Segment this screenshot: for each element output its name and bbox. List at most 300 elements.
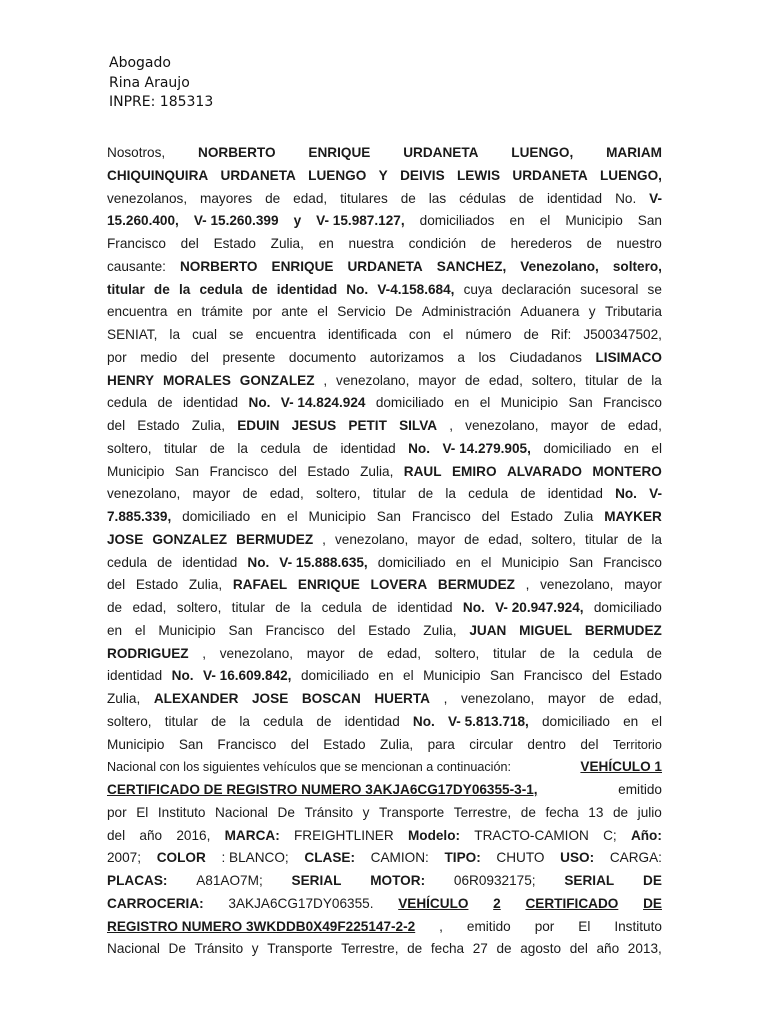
text-word: 3AKJA6CG17DY06355. [228, 895, 374, 911]
text-line [107, 461, 662, 484]
text-word: identidad [276, 281, 338, 297]
text-word: domiciliado [375, 395, 444, 411]
text-word: Estado [307, 463, 350, 479]
text-word: ALVARADO [506, 463, 582, 479]
text-word: DE [643, 873, 662, 888]
text-word: de [600, 418, 616, 433]
text-word: , [443, 691, 448, 706]
text-word: titular [492, 645, 527, 661]
text-word: mayor [547, 691, 586, 706]
text-word: en [318, 236, 334, 251]
text-word: del [290, 736, 309, 752]
text-word: edad, [293, 190, 328, 206]
text-word: la [445, 486, 456, 502]
text-word: edad, [488, 372, 523, 388]
text-word: LEWIS [457, 167, 501, 183]
text-word: El [578, 918, 591, 934]
text-line [107, 916, 662, 939]
text-word: Zulia, [360, 463, 394, 479]
text-word: mayor [624, 577, 662, 593]
text-word: San [637, 213, 662, 229]
text-word: de [265, 190, 281, 206]
text-line [107, 552, 662, 575]
text-word: venezolano, [219, 645, 294, 661]
text-word: Instituto [614, 918, 662, 934]
text-word: Estado [135, 577, 179, 593]
text-word: emitido [618, 782, 662, 797]
text-word: JOSE [252, 691, 289, 706]
text-word: RODRIGUEZ [107, 645, 189, 661]
text-word: 2016, [176, 827, 211, 843]
text-word: Tránsito [304, 804, 354, 820]
text-word: venezolano, [460, 691, 535, 706]
text-word: de [539, 645, 556, 661]
text-word: soltero, [315, 486, 361, 502]
text-word: del [107, 827, 126, 843]
text-word: mayor [417, 531, 456, 547]
text-word: CERTIFICADO [525, 895, 619, 911]
text-word: cedula [263, 713, 304, 729]
text-word: cual [192, 327, 218, 342]
text-word: a [457, 349, 465, 365]
text-word: V- 14.279.905, [442, 440, 531, 456]
text-word: venezolano, [465, 418, 539, 433]
text-word: número [465, 327, 512, 342]
text-word: dentro [527, 736, 566, 752]
text-word: Municipio [565, 213, 623, 229]
text-word: ante [281, 304, 308, 320]
text-word: CLASE: [304, 850, 355, 866]
text-word: San [376, 509, 401, 524]
text-word: CERTIFICADO DE REGISTRO NUMERO 3AKJA6CG17DY06355-3-1, [107, 782, 538, 797]
text-word: la [239, 713, 250, 729]
text-word: del [580, 736, 599, 752]
text-word: en [176, 304, 192, 320]
text-word: Territorio [612, 737, 662, 752]
text-word: en [107, 622, 123, 638]
text-word: de [371, 600, 388, 615]
text-word: San [178, 736, 203, 752]
text-word: en [623, 440, 639, 456]
text-word: mayor [192, 486, 231, 502]
text-line [107, 620, 662, 643]
text-word: de [157, 395, 173, 411]
text-word: Terrestre, [341, 941, 399, 957]
text-line [107, 233, 662, 256]
text-word: identidad [182, 554, 238, 570]
text-word: LUENGO, [600, 167, 662, 183]
text-word: encuentra [255, 327, 316, 342]
text-word: y [293, 213, 302, 229]
text-word: 2013, [627, 941, 662, 957]
text-word: San [228, 622, 253, 638]
text-word: Servicio [337, 304, 386, 320]
text-word: de [211, 713, 227, 729]
text-word: soltero, [434, 645, 480, 661]
text-word: del [190, 349, 209, 365]
text-word: de [627, 531, 643, 547]
text-word: de [520, 804, 536, 820]
text-word: MORALES [162, 372, 231, 388]
text-word: Nosotros, [107, 145, 166, 160]
text-word: en [261, 509, 277, 524]
text-word: cedula [321, 600, 362, 615]
letterhead [109, 54, 213, 113]
text-word: 13 [588, 804, 604, 820]
text-word: venezolano, [336, 372, 410, 388]
text-word: identidad [546, 190, 603, 206]
text-word: fecha [430, 941, 465, 957]
text-word: EDUIN [237, 418, 280, 433]
text-word: soltero, [531, 372, 577, 388]
text-word: nuestra [348, 236, 394, 251]
text-word: NORBERTO [179, 258, 258, 274]
text-word: venezolano, [107, 486, 181, 502]
text-word: de [407, 941, 423, 957]
text-word: identidad [107, 668, 163, 684]
text-word: Municipio [158, 622, 216, 638]
text-word: Zulia, [423, 622, 457, 638]
text-word: soltero, [176, 600, 222, 615]
text-word: Francisco [523, 668, 583, 684]
text-word: titulares [340, 190, 388, 206]
text-word: PETIT [348, 418, 387, 433]
text-word: titular [585, 372, 619, 388]
text-word: de [464, 372, 480, 388]
text-word: GONZALEZ [152, 531, 228, 547]
text-word: , [449, 418, 454, 433]
text-word: Francisco [209, 463, 269, 479]
text-word: LUENGO, [511, 145, 574, 160]
text-word: BERMUDEZ [437, 577, 515, 593]
text-word: de [107, 600, 123, 615]
text-word: SANCHEZ, [436, 258, 507, 274]
text-word: URDANETA [403, 145, 479, 160]
text-word: Modelo: [407, 827, 461, 843]
text-word: Estado [510, 509, 553, 524]
text-word: Zulia, [107, 691, 141, 706]
text-word: Estado [323, 736, 366, 752]
text-word: CARROCERIA: [107, 895, 204, 911]
text-word: del [278, 463, 297, 479]
document-body [107, 142, 662, 961]
text-line [107, 529, 662, 552]
text-word: Zulia, [270, 236, 304, 251]
text-word: por [107, 349, 127, 365]
text-word: San [568, 554, 594, 570]
text-line [107, 165, 662, 188]
text-word: ENRIQUE [271, 258, 334, 274]
text-word: Año: [630, 827, 662, 843]
text-word: de [153, 281, 170, 297]
text-word: El [136, 804, 149, 820]
text-word: el [134, 622, 146, 638]
text-word: VEHÍCULO 1 [580, 759, 662, 775]
header-inpre: INPRE: 185313 [109, 94, 214, 110]
text-word: edad, [488, 531, 523, 547]
text-word: Municipio [107, 463, 165, 479]
text-word: A81AO7M; [196, 873, 263, 888]
text-word: el [287, 509, 298, 524]
text-word: : BLANCO; [221, 850, 289, 866]
text-word: titular [164, 440, 198, 456]
text-word: de [599, 691, 615, 706]
text-line [107, 643, 662, 666]
text-line [107, 142, 662, 165]
text-word: el [317, 304, 328, 320]
text-word: nuestro [616, 236, 662, 251]
text-word: edad, [269, 486, 304, 502]
text-word: Nacional [215, 804, 268, 820]
text-word: Zulia [563, 509, 594, 524]
text-line [107, 256, 662, 279]
text-word: BERMUDEZ [584, 622, 662, 638]
text-word: de [480, 236, 496, 251]
text-line [107, 665, 662, 688]
text-word: la [651, 531, 662, 547]
text-word: circular [469, 736, 514, 752]
text-word: identidad [340, 440, 396, 456]
text-word: 27 [472, 941, 488, 957]
text-word: domiciliado [543, 440, 612, 456]
text-word: venezolano, [334, 531, 409, 547]
text-word: EMIRO [451, 463, 497, 479]
text-word: RAUL [403, 463, 442, 479]
text-word: , [202, 645, 207, 661]
text-word: de [520, 486, 536, 502]
text-word: cuya [463, 281, 493, 297]
text-word: por [252, 304, 273, 320]
text-word: de [400, 190, 416, 206]
text-word: en [509, 213, 525, 229]
text-line [107, 347, 662, 370]
text-word: LISIMACO [595, 349, 662, 365]
text-word: soltero, [107, 440, 152, 456]
text-word: BOSCAN [301, 691, 361, 706]
text-word: , [323, 372, 328, 388]
text-line [107, 301, 662, 324]
text-word: No. [346, 281, 369, 297]
text-word: del [107, 418, 126, 433]
text-line [107, 711, 662, 734]
text-line [107, 574, 662, 597]
text-word: USO: [560, 850, 595, 866]
text-word: cédulas [459, 190, 506, 206]
text-word: No. [248, 395, 271, 411]
text-word: ALEXANDER [153, 691, 239, 706]
text-word: JESUS [291, 418, 337, 433]
text-word: CARGA: [609, 850, 662, 866]
text-word: titular [584, 531, 619, 547]
text-word: RAFAEL [232, 577, 288, 593]
text-word: soltero, [107, 713, 152, 729]
text-word: , [439, 918, 443, 934]
text-word: V- [649, 486, 662, 502]
text-word: San [568, 395, 593, 411]
text-word: para [427, 736, 455, 752]
text-word: J500347502, [583, 327, 662, 342]
text-word: V- 15.888.635, [279, 554, 368, 570]
text-line [107, 188, 662, 211]
text-word: V- [649, 190, 662, 206]
text-word: Terrestre, [453, 804, 512, 820]
text-word: V- 15.987.127, [316, 213, 405, 229]
text-line [107, 324, 662, 347]
text-word: Tributaria [605, 304, 662, 320]
text-word: No. [462, 600, 485, 615]
text-word: SERIAL [564, 873, 615, 888]
text-word: medio [140, 349, 178, 365]
text-word: cedula [593, 645, 634, 661]
text-word: Venezolano, [520, 258, 599, 274]
text-word: Nacional con los siguientes vehículos que se mencionan a continuación: [107, 760, 511, 775]
text-word: HENRY [107, 372, 155, 388]
text-word: la [651, 372, 662, 388]
text-word: De [395, 304, 413, 320]
text-word: de [612, 804, 629, 820]
text-word: ENRIQUE [308, 145, 371, 160]
text-word: Zulia, [191, 418, 226, 433]
text-word: de [358, 645, 374, 661]
text-word: San [489, 668, 515, 684]
text-word: Municipio [500, 395, 559, 411]
text-word: Municipio [107, 736, 165, 752]
text-word: No. [171, 668, 194, 684]
text-word: SENIAT, [107, 327, 158, 342]
text-word: CAMION: [370, 850, 429, 866]
text-word: del [337, 622, 356, 638]
text-word: de [157, 554, 173, 570]
text-word: Rif: [550, 327, 572, 342]
text-word: de [209, 440, 225, 456]
text-line [107, 847, 662, 870]
text-word: 2 [493, 895, 501, 911]
text-word: de [242, 486, 258, 502]
text-word: edad, [132, 600, 167, 615]
text-word: No. [615, 190, 637, 206]
text-word: soltero, [612, 258, 662, 274]
text-word: año [596, 941, 620, 957]
text-word: Nacional [107, 941, 160, 957]
text-word: año [139, 827, 163, 843]
text-word: edad, [627, 691, 662, 706]
text-word: DEIVIS [400, 167, 445, 183]
text-word: NORBERTO [198, 145, 276, 160]
text-word: cedula [468, 486, 509, 502]
text-word: de [523, 327, 539, 342]
text-word: venezolano, [540, 577, 614, 593]
text-word: No. [408, 440, 430, 456]
text-word: PLACAS: [107, 873, 168, 888]
text-line [107, 802, 662, 825]
text-word: se [229, 327, 244, 342]
text-word: y [588, 304, 596, 320]
text-word: JUAN [469, 622, 507, 638]
text-word: No. [412, 713, 435, 729]
header-name: Rina Araujo [109, 74, 190, 91]
text-word: del [569, 941, 588, 957]
text-word: del [180, 236, 199, 251]
text-word: URDANETA [512, 167, 588, 183]
text-word: Zulia, [379, 736, 414, 752]
text-word: la [300, 600, 312, 615]
text-word: los [478, 349, 496, 365]
text-word: titular [164, 713, 198, 729]
text-word: MONTERO [592, 463, 662, 479]
text-word: presente [222, 349, 276, 365]
text-word: agosto [520, 941, 562, 957]
text-word: Zulia, [188, 577, 223, 593]
text-word: Transporte [267, 941, 333, 957]
text-line [107, 279, 662, 302]
text-word: Tránsito [194, 941, 244, 957]
text-word: autorizamos [369, 349, 444, 365]
text-word: MIGUEL [519, 622, 573, 638]
text-word: 2007; [107, 850, 142, 866]
text-word: el [651, 440, 662, 456]
text-word: MARIAM [606, 145, 662, 160]
text-line [107, 688, 662, 711]
text-word: mayor [418, 372, 456, 388]
text-word: CHIQUINQUIRA [107, 167, 209, 183]
text-word: con [408, 327, 431, 342]
text-word: Estado [213, 236, 256, 251]
text-word: Ciudadanos [509, 349, 582, 365]
text-word: BERMUDEZ [236, 531, 314, 547]
text-word: SILVA [399, 418, 438, 433]
text-word: SERIAL [291, 873, 342, 888]
text-word: mayores [200, 190, 253, 206]
text-word: V-4.158.684, [377, 281, 455, 297]
text-word: JOSE [107, 531, 144, 547]
text-word: el [403, 668, 414, 684]
text-word: la [169, 327, 181, 342]
text-line [107, 415, 662, 438]
text-word: domiciliado [377, 554, 446, 570]
text-word: del [107, 577, 126, 593]
text-word: la [568, 645, 580, 661]
text-word: HUERTA [374, 691, 430, 706]
text-line [107, 506, 662, 529]
text-word: Estado [137, 418, 180, 433]
text-word: Y [378, 167, 388, 183]
text-word: V- 15.260.399 [193, 213, 279, 229]
text-line [107, 734, 662, 757]
text-word: causante: [107, 258, 166, 274]
text-word: soltero, [531, 531, 576, 547]
text-word: COLOR [156, 850, 206, 866]
text-word: cedula [107, 395, 148, 411]
text-word: cedula [107, 554, 148, 570]
text-word: fecha [545, 804, 579, 820]
text-line [107, 938, 662, 961]
text-word: julio [637, 804, 662, 820]
text-word: Instituto [157, 804, 206, 820]
text-word: edad, [387, 645, 422, 661]
text-word: el [442, 327, 454, 342]
text-word: trámite [201, 304, 243, 320]
text-word: encuentra [107, 304, 168, 320]
text-word: TIPO: [444, 850, 481, 866]
text-word: titular [107, 281, 145, 297]
text-word: Francisco [603, 554, 662, 570]
text-word: venezolanos, [107, 190, 188, 206]
text-word: identidad [182, 395, 239, 411]
text-word: De [277, 804, 295, 820]
text-word: Aduanera [520, 304, 580, 320]
text-word: por [534, 918, 555, 934]
text-word: MAYKER [604, 509, 662, 524]
